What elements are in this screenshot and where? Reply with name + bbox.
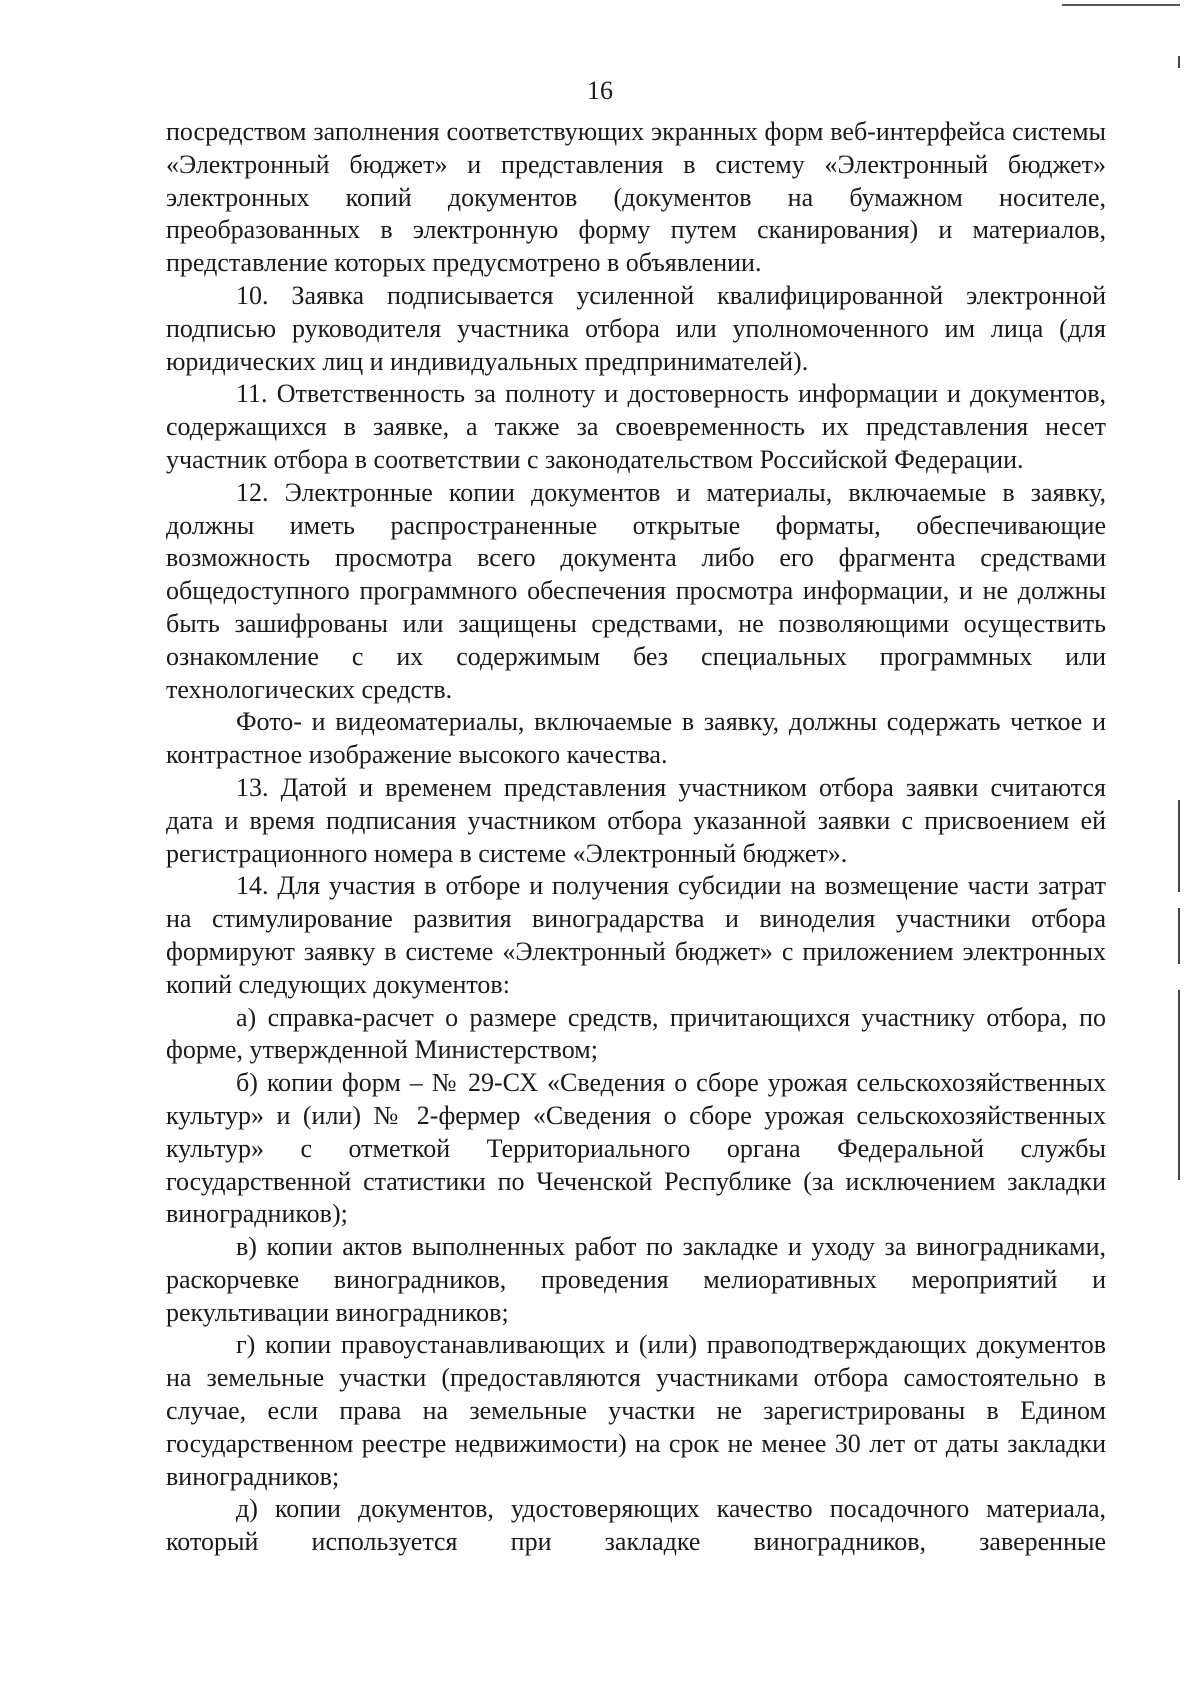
list-item-a: а) справка-расчет о размере средств, причитающихся участнику отбора, по форме, утвержденной Министерством; <box>166 1002 1106 1065</box>
paragraph-14: 14. Для участия в отборе и получения субсидии на возмещение части затрат на стимулирование развития виноградарства и виноделия участники отбора формируют заявку в системе «Электронный бюджет» с приложением электронных копий следующих документов: <box>166 871 1106 999</box>
list-item-b: б) копии форм – № 29-СХ «Сведения о сборе урожая сельскохозяйственных культур» и (или) № 2-фермер «Сведения о сборе урожая сельскохозяйственных культур» с отметкой Территориального органа Федеральной службы государственной статистики по Чеченской Республике (за исключением закладки виноградников); <box>166 1068 1106 1229</box>
paragraph-12-photo: Фото- и видеоматериалы, включаемые в заявку, должны содержать четкое и контрастное изображение высокого качества. <box>166 707 1106 770</box>
scan-artifact-mark <box>1178 56 1180 68</box>
paragraph-12: 12. Электронные копии документов и материалы, включаемые в заявку, должны иметь распространенные открытые форматы, обеспечивающие возможность просмотра всего документа либо его фрагмента средствами общедоступного программного обеспечения просмотра информации, и не должны быть зашифрованы или защищены средствами, не позволяющими осуществить ознакомление с их содержимым без специальных программных или технологических средств. <box>166 477 1106 704</box>
list-item-d: д) копии документов, удостоверяющих качество посадочного материала, который используется при закладке виноградников, заверенные <box>166 1494 1106 1557</box>
scan-artifact-mark <box>1178 800 1180 892</box>
paragraph-continuation: посредством заполнения соответствующих экранных форм веб-интерфейса системы «Электронный бюджет» и представления в систему «Электронный бюджет» электронных копий документов (документов на бумажном носителе, преобразованных в электронную форму путем сканирования) и материалов, представление которых предусмотрено в объявлении. <box>166 117 1106 278</box>
paragraph-10: 10. Заявка подписывается усиленной квалифицированной электронной подписью руководителя участника отбора или уполномоченного им лица (для юридических лиц и индивидуальных предпринимателей). <box>166 280 1106 376</box>
list-item-v: в) копии актов выполненных работ по закладке и уходу за виноградниками, раскорчевке виноградников, проведения мелиоративных мероприятий и рекультивации виноградников; <box>166 1232 1106 1327</box>
scan-artifact-mark <box>1178 908 1180 964</box>
paragraph-13: 13. Датой и временем представления участником отбора заявки считаются дата и время подписания участником отбора указанной заявки с присвоением ей регистрационного номера в системе «Электронный бюджет». <box>166 772 1106 868</box>
scan-artifact-top-line <box>1062 4 1180 6</box>
paragraph-11: 11. Ответственность за полноту и достоверность информации и документов, содержащихся в заявке, а также за своевременность их представления несет участник отбора в соответствии с законодательством Российской Федерации. <box>166 379 1106 474</box>
document-body <box>166 116 1106 1559</box>
page-number: 16 <box>587 76 613 105</box>
list-item-g: г) копии правоустанавливающих и (или) правоподтверждающих документов на земельные участки (предоставляются участниками отбора самостоятельно в случае, если права на земельные участки не зарегистрированы в Едином государственном реестре недвижимости) на срок не менее 30 лет от даты закладки виноградников; <box>166 1330 1106 1491</box>
scan-artifact-mark <box>1178 990 1180 1180</box>
